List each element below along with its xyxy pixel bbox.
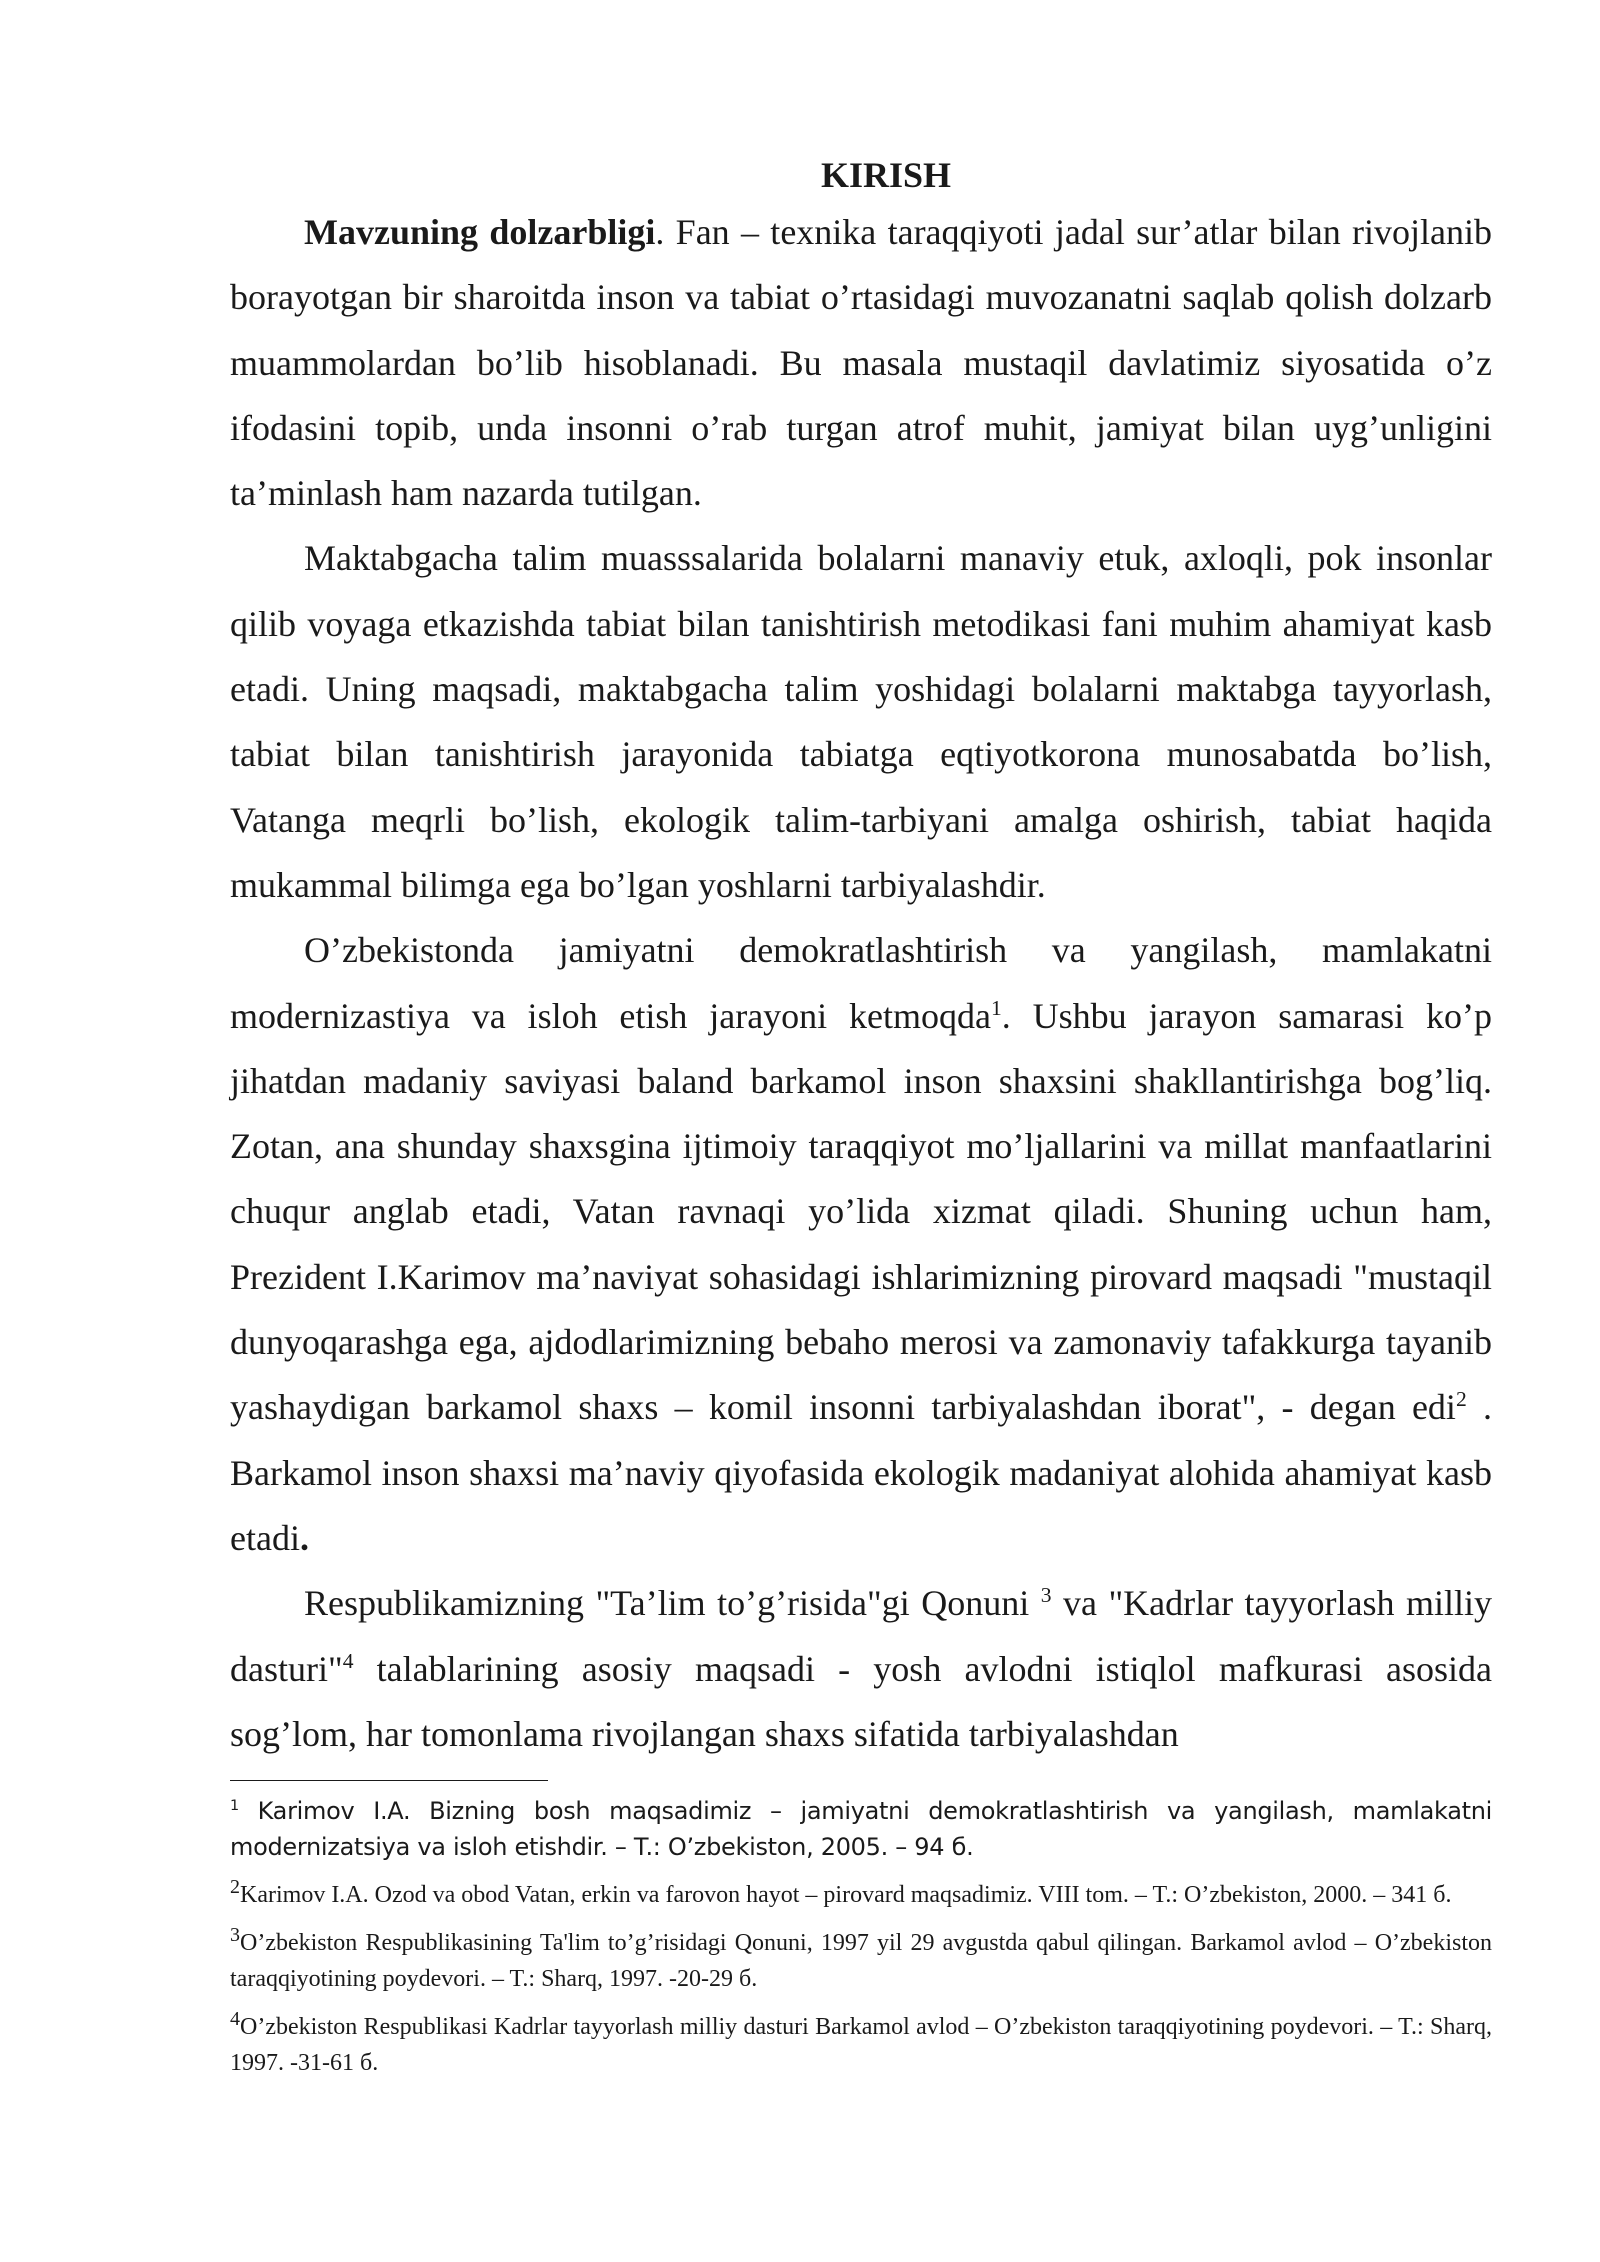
footnote-mark: 3 — [230, 1924, 240, 1947]
paragraph-text: O’zbekistonda jamiyatni demokratlashtirish va yangilash, mamlakatni modernizastiya va isloh etish jarayoni ketmoqda — [230, 930, 1492, 1036]
paragraph-text: talablarining asosiy maqsadi - yosh avlodni istiqlol mafkurasi asosida sog’lom, har tomonlama rivojlangan shaxs sifatida tarbiyalashdan — [230, 1648, 1492, 1754]
paragraph-text: . Barkamol inson shaxsi ma’naviy qiyofasida ekologik madaniyat alohida ahamiyat kasb etadi — [230, 1387, 1493, 1558]
paragraph-preschool — [230, 526, 1492, 918]
footnote-ref-4[interactable]: 4 — [342, 1648, 354, 1673]
footnote-2 — [230, 1877, 1492, 1913]
paragraph-text: va "Kadrlar tayyorlash milliy dasturi" — [230, 1583, 1492, 1689]
paragraph-text: . Ushbu jarayon samarasi ko’p jihatdan madaniy saviyasi baland barkamol inson shaxsini shakllantirishga bog’liq. Zotan, ana shunday shaxsgina ijtimoiy taraqqiyot mo’ljallarini va millat manfaatlarini chuqur anglab etadi, Vatan ravnaqi yo’lida xizmat qiladi. Shuning uchun ham, Prezident I.Karimov ma’naviyat sohasidagi ishlarimizning pirovard maqsadi "mustaqil dunyoqarashga ega, ajdodlarimizning bebaho merosi va zamonaviy tafakkurga tayanib yashaydigan barkamol shaxs – komil insonni tarbiyalashdan iborat", - degan edi — [230, 995, 1492, 1428]
footnote-ref-2[interactable]: 2 — [1455, 1387, 1467, 1412]
footnote-mark: 2 — [230, 1876, 240, 1899]
document-page — [230, 150, 1492, 2093]
paragraph-uzbekistan — [230, 918, 1492, 1571]
footnote-mark: 1 — [230, 1798, 239, 1815]
footnote-text: Karimov I.A. Bizning bosh maqsadimiz – jamiyatni demokratlashtirish va yangilash, mamlakatni modernizatsiya va isloh etishdir. – T.: O’zbekiston, 2005. – 94 б. — [230, 1797, 1492, 1862]
paragraph-text: Maktabgacha talim muasssalarida bolalarni manaviy etuk, axloqli, pok insonlar qilib voyaga etkazishda tabiat bilan tanishtirish metodikasi fani muhim ahamiyat kasb etadi. Uning maqsadi, maktabgacha talim yoshidagi bolalarni maktabga tayyorlash, tabiat bilan tanishtirish jarayonida tabiatga eqtiyotkorona munosabatda bo’lish, Vatanga meqrli bo’lish, ekologik talim-tarbiyani amalga oshirish, tabiat haqida mukammal bilimga ega bo’lgan yoshlarni tarbiyalashdir. — [230, 538, 1492, 905]
footnote-text: O’zbekiston Respublikasi Kadrlar tayyorlash milliy dasturi Barkamol avlod – O’zbekiston taraqqiyotining poydevori. – T.: Sharq, 1997. -31-61 б. — [230, 2014, 1492, 2077]
footnote-ref-3[interactable]: 3 — [1040, 1583, 1052, 1608]
footnote-1 — [230, 1793, 1492, 1865]
paragraph-text: Respublikamizning "Ta’lim to’g’risida"gi Qonuni — [304, 1583, 1041, 1624]
footnote-text: Karimov I.A. Ozod va obod Vatan, erkin va farovon hayot – pirovard maqsadimiz. VIII tom. – T.: O’zbekiston, 2000. – 341 б. — [240, 1882, 1452, 1909]
paragraph-period: . — [299, 1517, 309, 1558]
paragraph-lead: Mavzuning dolzarbligi — [304, 212, 656, 252]
footnote-mark: 4 — [230, 2008, 240, 2031]
footnote-text: O’zbekiston Respublikasining Ta'lim to’g’risidagi Qonuni, 1997 yil 29 avgustda qabul qilingan. Barkamol avlod – O’zbekiston taraqqiyotining poydevori. – T.: Sharq, 1997. -20-29 б. — [230, 1930, 1492, 1993]
footnote-ref-1[interactable]: 1 — [990, 995, 1002, 1020]
section-title: KIRISH — [820, 155, 952, 195]
paragraph-relevance — [230, 200, 1492, 526]
footnotes — [230, 1793, 1492, 2081]
paragraph-text: . Fan – texnika taraqqiyoti jadal sur’atlar bilan rivojlanib borayotgan bir sharoitda inson va tabiat o’rtasidagi muvozanatni saqlab qolish dolzarb muammolardan bo’lib hisoblanadi. Bu masala mustaqil davlatimiz siyosatida o’z ifodasini topib, unda insonni o’rab turgan atrof muhit, jamiyat bilan uyg’unligini ta’minlash ham nazarda tutilgan. — [230, 212, 1493, 514]
footnote-4 — [230, 2009, 1492, 2081]
paragraph-education-law — [230, 1571, 1492, 1767]
footnote-3 — [230, 1925, 1492, 1997]
footnote-separator — [230, 1780, 548, 1781]
